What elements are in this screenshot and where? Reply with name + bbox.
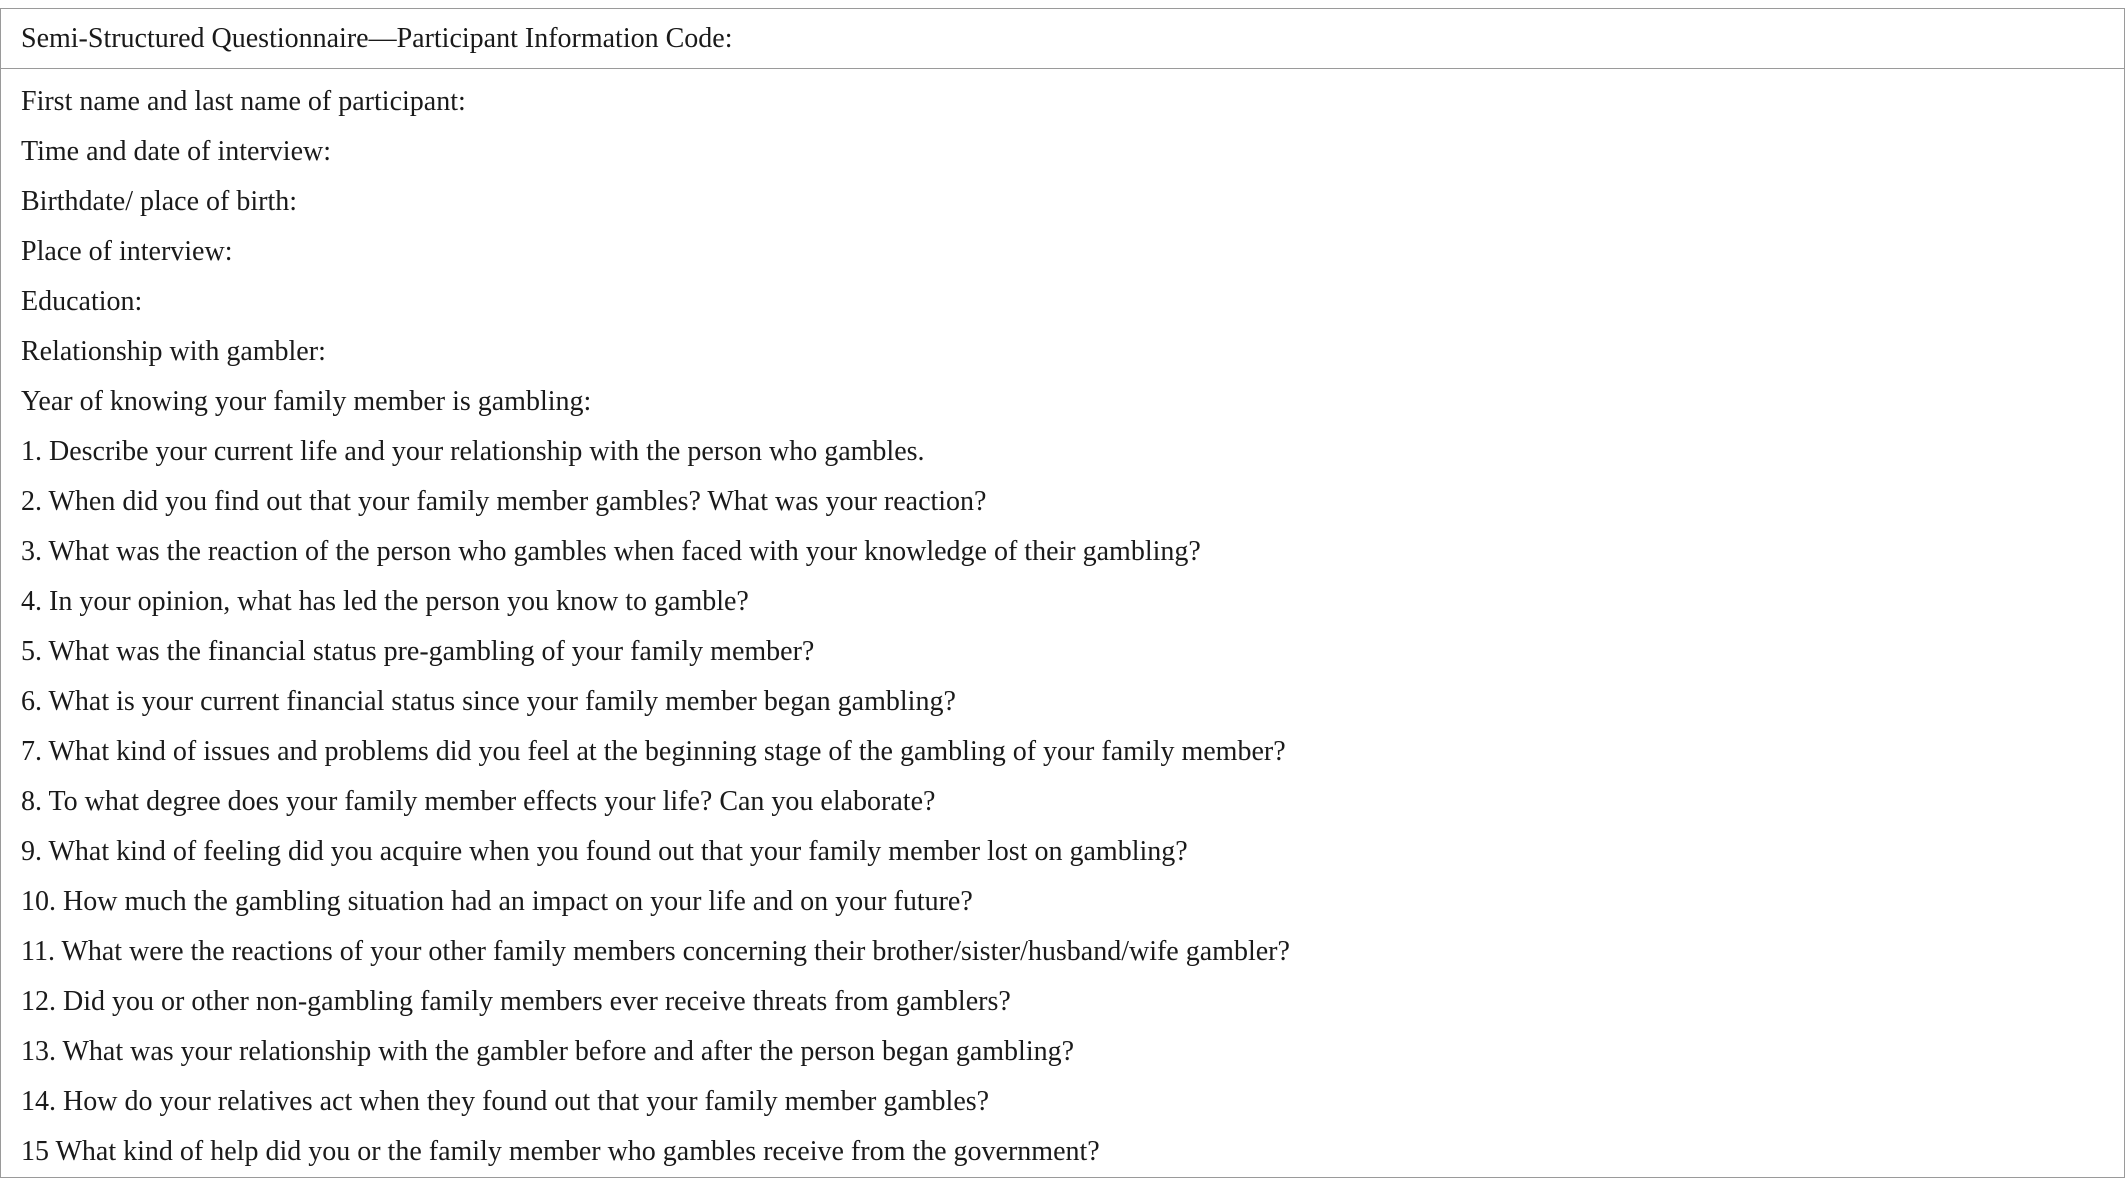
question-text: 14. How do your relatives act when they found out that your family member gambles? (21, 1086, 990, 1117)
question-row (1, 827, 2124, 877)
field-birthdate-place (1, 177, 2124, 227)
row-text: Time and date of interview: (21, 136, 332, 167)
field-participant-name (1, 77, 2124, 127)
question-text: 1. Describe your current life and your relationship with the person who gambles. (21, 436, 925, 467)
field-education (1, 277, 2124, 327)
field-relationship (1, 327, 2124, 377)
question-text: 7. What kind of issues and problems did you feel at the beginning stage of the gambling of your family member? (21, 736, 1286, 767)
row-text: Birthdate/ place of birth: (21, 186, 298, 217)
question-text: 5. What was the financial status pre-gambling of your family member? (21, 636, 815, 667)
field-year-knowing (1, 377, 2124, 427)
field-interview-place (1, 227, 2124, 277)
question-text: 3. What was the reaction of the person who gambles when faced with your knowledge of their gambling? (21, 536, 1201, 567)
field-interview-time-date (1, 127, 2124, 177)
question-text: 13. What was your relationship with the gambler before and after the person began gambling? (21, 1036, 1075, 1067)
table-header (1, 9, 2124, 69)
question-row (1, 477, 2124, 527)
table-header-title: Semi-Structured Questionnaire—Participant Information Code: (21, 22, 733, 54)
questionnaire-table (0, 8, 2125, 1178)
question-row (1, 1127, 2124, 1177)
question-row (1, 427, 2124, 477)
row-text: Relationship with gambler: (21, 336, 326, 367)
question-text: 2. When did you find out that your family member gambles? What was your reaction? (21, 486, 987, 517)
row-text: Year of knowing your family member is gambling: (21, 386, 592, 417)
question-row (1, 1027, 2124, 1077)
question-text: 11. What were the reactions of your other family members concerning their brother/sister/husband/wife gambler? (21, 936, 1290, 967)
question-text: 12. Did you or other non-gambling family members ever receive threats from gamblers? (21, 986, 1011, 1017)
row-text: First name and last name of participant: (21, 86, 466, 117)
row-text: Education: (21, 286, 143, 317)
question-text: 15 What kind of help did you or the family member who gambles receive from the government? (21, 1136, 1100, 1167)
question-row (1, 777, 2124, 827)
question-row (1, 577, 2124, 627)
question-text: 8. To what degree does your family member effects your life? Can you elaborate? (21, 786, 936, 817)
question-row (1, 1077, 2124, 1127)
question-row (1, 927, 2124, 977)
question-text: 4. In your opinion, what has led the person you know to gamble? (21, 586, 749, 617)
question-row (1, 627, 2124, 677)
question-text: 10. How much the gambling situation had an impact on your life and on your future? (21, 886, 973, 917)
question-row (1, 527, 2124, 577)
question-row (1, 727, 2124, 777)
table-body (1, 69, 2124, 1177)
question-row (1, 677, 2124, 727)
question-text: 6. What is your current financial status since your family member began gambling? (21, 686, 956, 717)
row-text: Place of interview: (21, 236, 233, 267)
question-row (1, 877, 2124, 927)
question-row (1, 977, 2124, 1027)
question-text: 9. What kind of feeling did you acquire when you found out that your family member lost on gambling? (21, 836, 1188, 867)
